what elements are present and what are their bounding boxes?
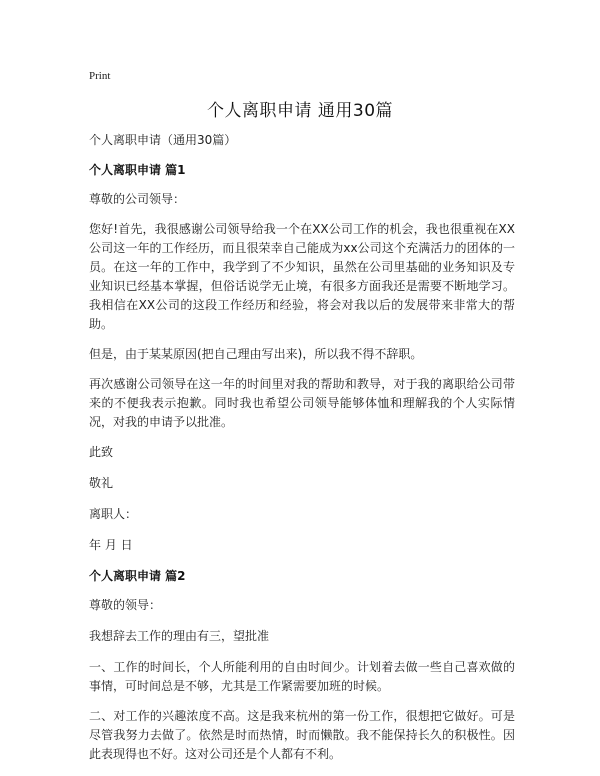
section-heading: 个人离职申请 篇1 [89,163,186,177]
date-line: 年 月 日 [89,538,133,552]
print-link[interactable]: Print [89,70,111,82]
section-1 [89,161,515,555]
section-2 [89,567,515,764]
salutation: 尊敬的领导： [89,598,162,612]
salutation: 尊敬的公司领导： [89,192,186,206]
document-subtitle: 个人离职申请（通用30篇） [89,133,237,147]
body-paragraph: 我想辞去工作的理由有三，望批准 [89,629,270,643]
body-paragraph: 一、工作的时间长，个人所能利用的自由时间少。计划着去做一些自己喜欢做的事情，可时间总是不够，尤其是工作紧需要加班的时候。 [89,660,515,693]
closing-line: 此致 [89,445,114,459]
closing-line: 敬礼 [89,476,114,490]
body-paragraph: 二、对工作的兴趣浓度不高。这是我来杭州的第一份工作，很想把它做好。可是尽管我努力去做了。依然是时而热情，时而懒散。我不能保持长久的积极性。因此表现得也不好。这对公司还是个人都有不利。 [89,709,515,761]
body-paragraph: 再次感谢公司领导在这一年的时间里对我的帮助和教导，对于我的离职给公司带来的不便我表示抱歉。同时我也希望公司领导能够体恤和理解我的个人实际情况，对我的申请予以批准。 [89,377,515,429]
document-title: 个人离职申请 通用30篇 [206,101,394,121]
body-paragraph: 但是，由于某某原因(把自己理由写出来)，所以我不得不辞职。 [89,347,423,361]
body-paragraph: 您好!首先，我很感谢公司领导给我一个在XX公司工作的机会，我也很重视在XX公司这一年的工作经历，而且很荣幸自己能成为xx公司这个充满活力的团体的一员。在这一年的工作中，我学到了不少知识，虽然在公司里基础的业务知识及专业知识已经基本掌握，但俗话说学无止境，有很多方面我还是需要不断地学习。我相信在XX公司的这段工作经历和经验，将会对我以后的发展带来非常大的帮助。 [89,222,515,331]
document-body [89,131,515,775]
section-heading: 个人离职申请 篇2 [89,569,186,583]
signature-line: 离职人： [89,507,138,521]
